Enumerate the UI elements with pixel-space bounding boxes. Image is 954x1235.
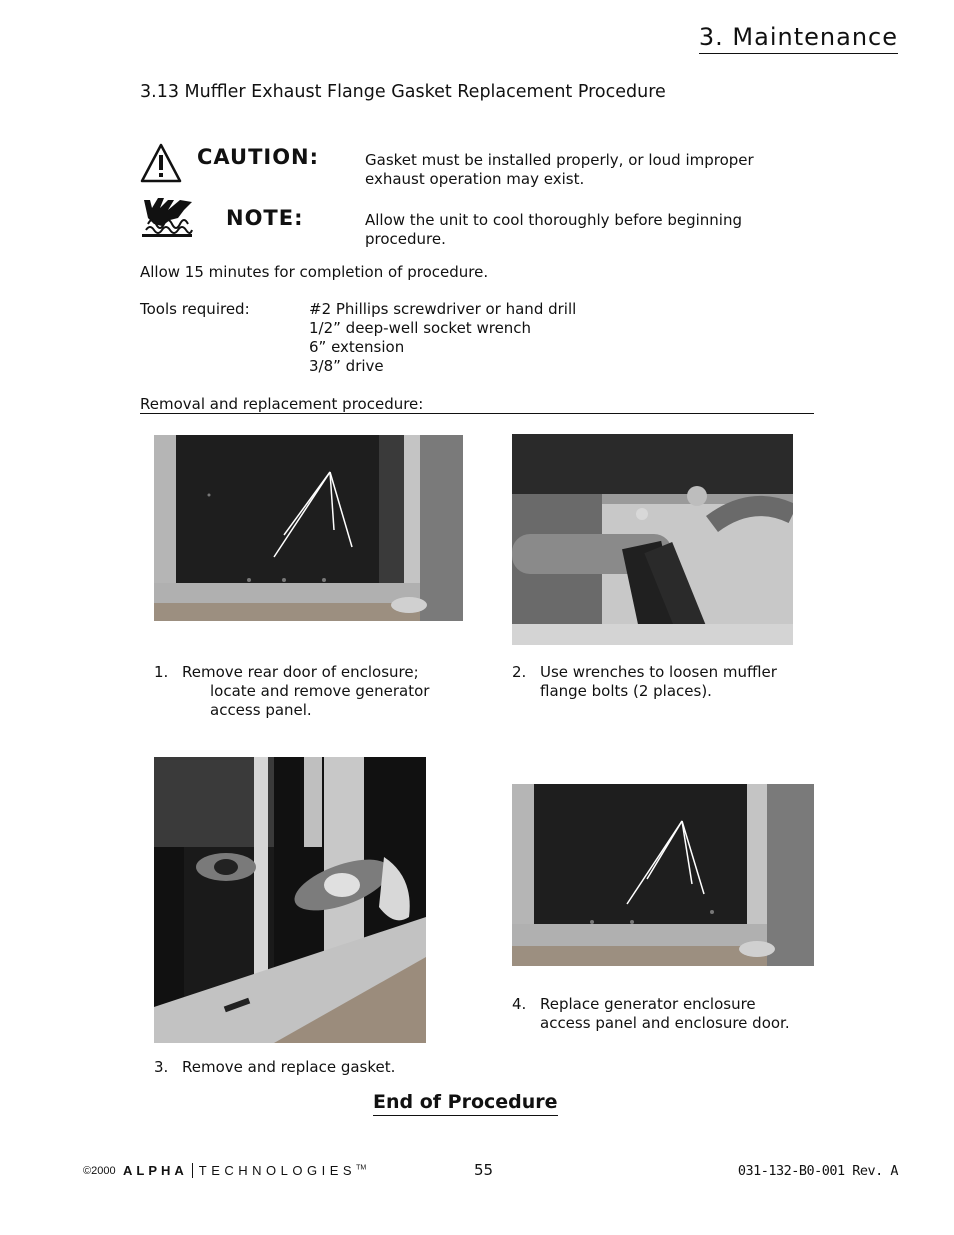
photo-replace-access-panel xyxy=(512,784,814,966)
photo-muffler-flange-bolts xyxy=(512,434,793,645)
caution-text: Gasket must be installed properly, or loud improper exhaust operation may exist. xyxy=(365,151,754,188)
step-text: locate and remove generator xyxy=(210,682,430,700)
step-text: Remove and replace gasket. xyxy=(182,1058,396,1076)
hot-surface-icon xyxy=(140,196,196,244)
step-number: 4. xyxy=(512,995,527,1013)
note-text: Allow the unit to cool thoroughly before beginning procedure. xyxy=(365,211,743,248)
step-text: flange bolts (2 places). xyxy=(540,682,712,700)
tool-item: 6” extension xyxy=(309,338,405,356)
step-4 xyxy=(512,995,812,1033)
tool-item: 3/8” drive xyxy=(309,357,384,375)
step-number: 3. xyxy=(154,1058,169,1076)
step-text: access panel and enclosure door. xyxy=(540,1014,790,1032)
step-text: Replace generator enclosure xyxy=(540,995,756,1013)
allow-time-text: Allow 15 minutes for completion of procedure. xyxy=(140,263,489,281)
removal-label: Removal and replacement procedure: xyxy=(140,395,424,413)
page-number: 55 xyxy=(474,1161,494,1179)
step-text: access panel. xyxy=(210,701,312,719)
footer-brand-logo xyxy=(123,1163,366,1178)
tools-label: Tools required: xyxy=(140,300,250,318)
step-text: Use wrenches to loosen muffler xyxy=(540,663,777,681)
tools-list xyxy=(309,300,576,376)
caution-label: CAUTION: xyxy=(197,145,320,169)
removal-rule xyxy=(140,413,814,414)
step-number: 2. xyxy=(512,663,527,681)
note-label: NOTE: xyxy=(226,206,304,230)
footer-copyright: ©2000 xyxy=(83,1165,116,1177)
caution-icon xyxy=(140,143,182,187)
step-number: 1. xyxy=(154,663,169,681)
end-of-procedure: End of Procedure xyxy=(373,1090,558,1116)
document-number: 031-132-B0-001 Rev. A xyxy=(737,1163,898,1179)
photo-rear-door-removed xyxy=(154,435,463,621)
tool-item: 1/2” deep-well socket wrench xyxy=(309,319,532,337)
step-1 xyxy=(154,663,454,720)
step-3 xyxy=(154,1058,454,1077)
photo-replace-gasket xyxy=(154,757,426,1043)
step-text: Remove rear door of enclosure; xyxy=(182,663,419,681)
brand-trademark: TM xyxy=(356,1164,367,1172)
section-title: 3.13 Muffler Exhaust Flange Gasket Replacement Procedure xyxy=(140,82,666,102)
chapter-title: 3. Maintenance xyxy=(699,22,898,54)
tool-item: #2 Phillips screwdriver or hand drill xyxy=(309,300,577,318)
step-2 xyxy=(512,663,812,701)
brand-alpha: ALPHA xyxy=(123,1163,193,1178)
brand-technologies: TECHNOLOGIES xyxy=(198,1163,357,1178)
